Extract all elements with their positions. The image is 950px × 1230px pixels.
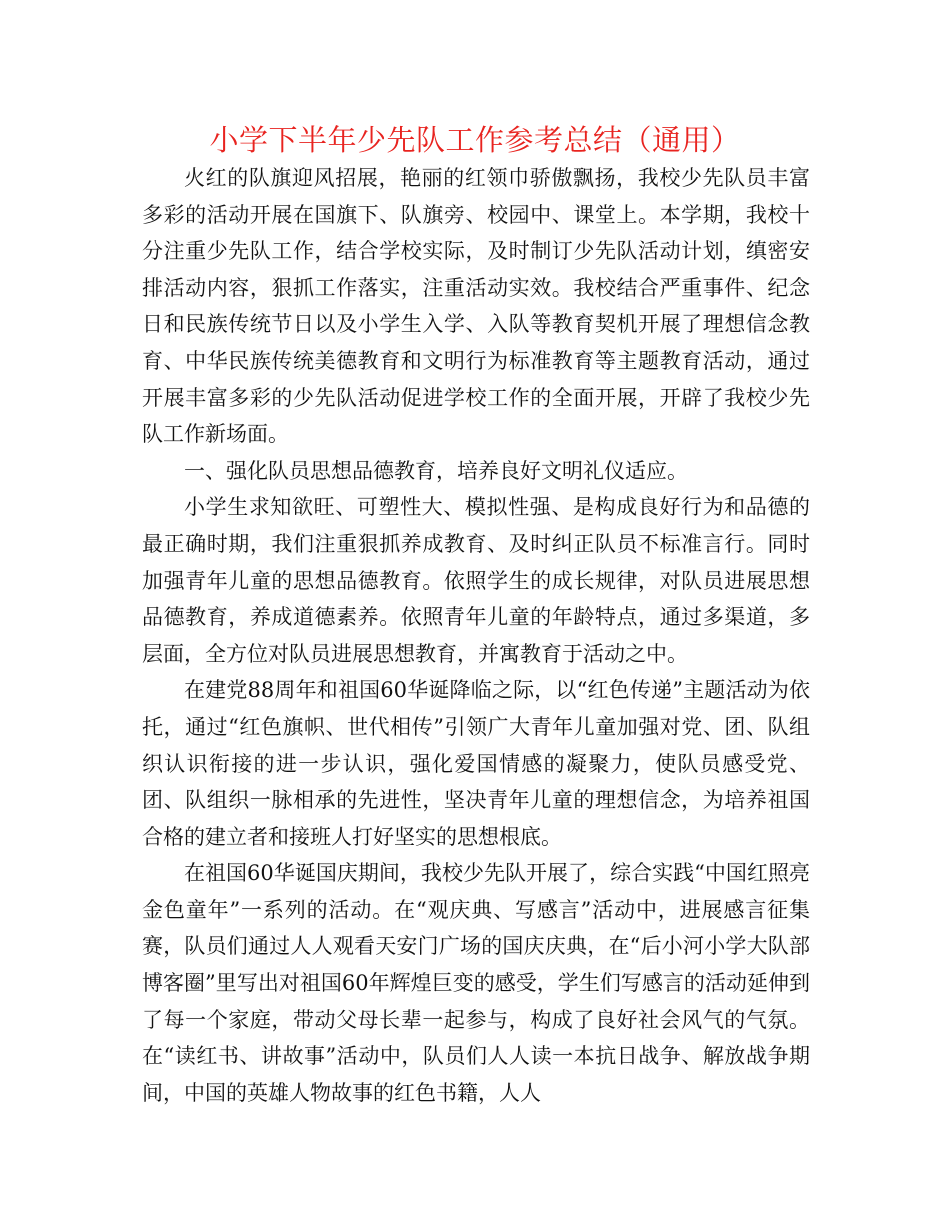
section-heading-1: 一、强化队员思想品德教育，培养良好文明礼仪适应。 — [184, 458, 688, 483]
document-body — [142, 160, 810, 1111]
paragraph-national-day: 在祖国60华诞国庆期间，我校少先队开展了，综合实践“中国红照亮金色童年”一系列的活动。在“观庆典、写感言”活动中，进展感言征集赛，队员们通过人人观看天安门广场的国庆庆典，在“后小河小学大队部博客圈”里写出对祖国60年辉煌巨变的感受，学生们写感言的活动延伸到了每一个家庭，带动父母长辈一起参与，构成了良好社会风气的气氛。在“读红书、讲故事”活动中，队员们人人读一本抗日战争、解放战争期间，中国的英雄人物故事的红色书籍，人人 — [142, 861, 810, 1105]
paragraph-intro: 火红的队旗迎风招展，艳丽的红领巾骄傲飘扬，我校少先队员丰富多彩的活动开展在国旗下、队旗旁、校园中、课堂上。本学期，我校十分注重少先队工作，结合学校实际，及时制订少先队活动计划，缜密安排活动内容，狠抓工作落实，注重活动实效。我校结合严重事件、纪念日和民族传统节日以及小学生入学、入队等教育契机开展了理想信念教育、中华民族传统美德教育和文明行为标准教育等主题教育活动，通过开展丰富多彩的少先队活动促进学校工作的全面开展，开辟了我校少先队工作新场面。 — [142, 166, 810, 447]
paragraph-moral-education: 小学生求知欲旺、可塑性大、模拟性强、是构成良好行为和品德的最正确时期，我们注重狠抓养成教育、及时纠正队员不标准言行。同时加强青年儿童的思想品德教育。依照学生的成长规律，对队员进展思想品德教育，养成道德素养。依照青年儿童的年龄特点，通过多渠道，多层面，全方位对队员进展思想教育，并寓教育于活动之中。 — [142, 495, 810, 666]
paragraph-red-relay: 在建党88周年和祖国60华诞降临之际，以“红色传递”主题活动为依托，通过“红色旗帜、世代相传”引领广大青年儿童加强对党、团、队组织认识衔接的进一步认识，强化爱国情感的凝聚力，使队员感受党、团、队组织一脉相承的先进性，坚决青年儿童的理想信念，为培养祖国合格的建立者和接班人打好坚实的思想根底。 — [142, 678, 810, 849]
document-title: 小学下半年少先队工作参考总结（通用） — [209, 123, 741, 157]
